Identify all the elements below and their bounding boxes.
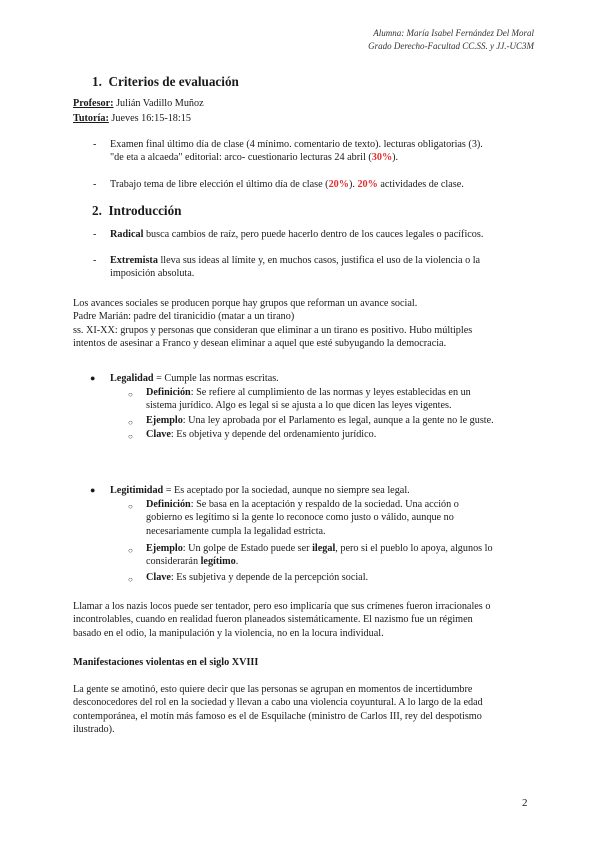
legitimidad-clave: Clave: Es subjetiva y depende de la percepción social. <box>146 572 369 583</box>
list-item-trabajo: Trabajo tema de libre elección el último día de clase (20%). 20% actividades de clase. <box>110 179 464 190</box>
circle-bullet: ○ <box>128 575 133 584</box>
item-text-2: "de eta a alcaeda" editorial: arco- cuestionario lecturas 24 abril (30%). <box>110 152 399 164</box>
profesor-value: Julián Vadillo Muñoz <box>113 98 204 109</box>
tutoria-value: Jueves 16:15-18:15 <box>108 113 191 124</box>
percent-badge: 20% <box>328 179 349 190</box>
section-number: 1. <box>92 74 102 89</box>
circle-bullet: ○ <box>128 546 133 555</box>
bullet-dot: ● <box>90 373 96 383</box>
circle-bullet: ○ <box>128 502 133 511</box>
bullet-dot: ● <box>90 485 96 495</box>
paragraph-motin: La gente se amotinó, esto quiere decir que las personas se agrupan en momentos de incertidumbre desconocedores del rol en la sociedad y llevan a cabo una violencia coyuntural. A lo largo de la edad contemporánea, el motín más famoso es el de Esquilache (ministro de Carlos III, rey del despotismo ilustrado). <box>73 684 483 736</box>
radical-label: Radical <box>110 229 144 240</box>
item-text: Examen final último día de clase (4 mínimo. comentario de texto). lecturas obligatorias (3). <box>110 139 483 150</box>
dash-bullet: - <box>93 179 97 190</box>
tutoria-line <box>73 112 191 125</box>
section-title: Introducción <box>108 203 182 218</box>
legitimidad-definicion: Definición: Se basa en la aceptación y respaldo de la sociedad. Una acción o gobierno es legítimo si la gente lo reconoce como justo o válido, aunque no necesariamente cumpla la legalidad estricta. <box>146 499 459 537</box>
extremista-label: Extremista <box>110 255 158 266</box>
paragraph-nazismo: Llamar a los nazis locos puede ser tentador, pero eso implicaría que sus crímenes fueron irracionales o incontrolables, cuando en realidad fueron planeados sistemáticamente. El nazismo fue un régimen basado en el odio, la manipulación y la violencia, no en la locura individual. <box>73 601 491 639</box>
tutoria-label: Tutoría: <box>73 113 109 124</box>
section-2-heading <box>92 204 182 217</box>
section-number: 2. <box>92 203 102 218</box>
list-item-radical: Radical busca cambios de raíz, pero puede hacerlo dentro de los cauces legales o pacíficos. <box>110 229 484 240</box>
section-title: Criterios de evaluación <box>108 74 239 89</box>
circle-bullet: ○ <box>128 390 133 399</box>
percent-badge: 20% <box>357 179 378 190</box>
subheading: Manifestaciones violentas en el siglo XVIII <box>73 657 259 668</box>
dash-bullet: - <box>93 139 97 150</box>
author-line: Alumna: María Isabel Fernández Del Moral <box>373 28 534 38</box>
circle-bullet: ○ <box>128 432 133 441</box>
paragraph-tiranicidio: Los avances sociales se producen porque hay grupos que reforman un avance social. Padre Marián: padre del tiranicidio (matar a un tirano) ss. XI-XX: grupos y personas que consideran que eliminar a un tirano es positivo. Hubo múltiples intentos de asesinar a Franco y desean eliminar a aquel que esté subyugando la democracia. <box>73 298 473 350</box>
dash-bullet: - <box>93 229 97 240</box>
list-item-extremista: Extremista lleva sus ideas al límite y, en muchos casos, justifica el uso de la violencia o la imposición absoluta. <box>110 255 481 280</box>
degree-line: Grado Derecho-Facultad CC.SS. y JJ.-UC3M <box>368 41 534 51</box>
profesor-line <box>73 97 204 110</box>
percent-badge: 30% <box>371 152 393 164</box>
circle-bullet: ○ <box>128 418 133 427</box>
profesor-label: Profesor: <box>73 98 114 109</box>
section-1-heading <box>92 75 239 88</box>
legalidad-ejemplo: Ejemplo: Una ley aprobada por el Parlamento es legal, aunque a la gente no le guste. <box>146 415 494 426</box>
legitimidad-item: Legitimidad = Es aceptado por la sociedad, aunque no siempre sea legal. <box>110 485 410 496</box>
list-item-examen <box>110 138 530 165</box>
legalidad-clave: Clave: Es objetiva y depende del ordenamiento jurídico. <box>146 429 377 440</box>
legalidad-item: Legalidad = Cumple las normas escritas. <box>110 373 279 384</box>
dash-bullet: - <box>93 255 97 266</box>
page-header <box>368 27 534 53</box>
legalidad-definicion: Definición: Se refiere al cumplimiento de las normas y leyes establecidas en un sistema jurídico. Algo es legal si se ajusta a lo que dicen las leyes vigentes. <box>146 387 471 412</box>
legitimidad-ejemplo: Ejemplo: Un golpe de Estado puede ser ilegal, pero si el pueblo lo apoya, algunos lo considerarán legítimo. <box>146 543 493 568</box>
page-number: 2 <box>522 797 528 809</box>
